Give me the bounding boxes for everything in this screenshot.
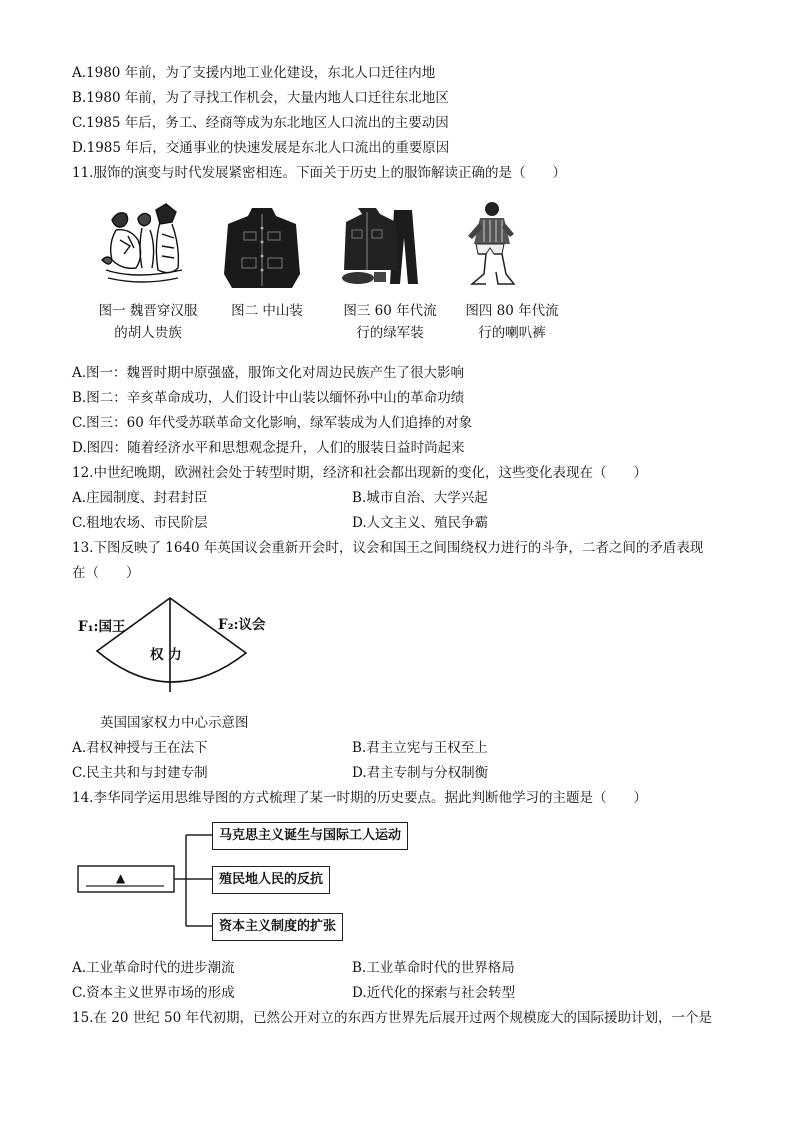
q11-option-d: D.图四：随着经济水平和思想观念提升，人们的服装日益时尚起来 xyxy=(72,440,465,456)
caption-figure-1 xyxy=(88,300,208,344)
q12-option-a: A.庄园制度、封君封臣 xyxy=(72,490,208,506)
q14-option-a: A.工业革命时代的进步潮流 xyxy=(72,960,235,976)
q10-option-d: D.1985 年后，交通事业的快速发展是东北人口流出的重要原因 xyxy=(72,140,450,156)
q11-option-c: C.图三：60 年代受苏联革命文化影响，绿军装成为人们追捧的对象 xyxy=(72,415,473,431)
mindmap-root-box xyxy=(78,866,174,892)
q11-option-b: B.图二：辛亥革命成功，人们设计中山装以缅怀孙中山的革命功绩 xyxy=(72,390,465,406)
q13-option-b: B.君主立宪与王权至上 xyxy=(352,740,488,756)
caption-figure-2 xyxy=(222,300,312,322)
diagram-label-king: F₁:国王 xyxy=(78,619,126,635)
q14-option-c: C.资本主义世界市场的形成 xyxy=(72,985,235,1001)
caption-figure-3-line2: 行的绿军装 xyxy=(356,325,424,341)
q10-option-c: C.1985 年后，务工、经商等成为东北地区人口流出的主要动因 xyxy=(72,115,449,131)
q11-option-a: A.图一：魏晋时期中原强盛，服饰文化对周边民族产生了很大影响 xyxy=(72,365,465,381)
mindmap-branch-2: 殖民地人民的反抗 xyxy=(212,866,330,894)
q12-option-d: D.人文主义、殖民争霸 xyxy=(352,515,489,531)
caption-figure-4-line1: 图四 80 年代流 xyxy=(465,303,559,319)
q10-option-b: B.1980 年前，为了寻找工作机会，大量内地人口迁往东北地区 xyxy=(72,90,449,106)
caption-figure-1-line1: 图一 魏晋穿汉服 xyxy=(98,303,198,319)
q11-stem: 11.服饰的演变与时代发展紧密相连。下面关于历史上的服饰解读正确的是（ ） xyxy=(72,165,566,181)
caption-figure-1-line2: 的胡人贵族 xyxy=(114,325,182,341)
q14-stem: 14.李华同学运用思维导图的方式梳理了某一时期的历史要点。据此判断他学习的主题是（ ） xyxy=(72,790,647,806)
mindmap-branch-1: 马克思主义诞生与国际工人运动 xyxy=(212,822,408,850)
q12-option-c: C.租地农场、市民阶层 xyxy=(72,515,208,531)
figure-bell-bottoms-image xyxy=(462,200,518,288)
q13-stem-line1: 13.下图反映了 1640 年英国议会重新开会时，议会和国王之间围绕权力进行的斗争，二者之间的矛盾表现 xyxy=(72,540,704,556)
caption-figure-4-line2: 行的喇叭裤 xyxy=(478,325,546,341)
caption-figure-3 xyxy=(338,300,442,344)
q12-option-b: B.城市自治、大学兴起 xyxy=(352,490,488,506)
q13-option-c: C.民主共和与封建专制 xyxy=(72,765,208,781)
q15-stem: 15.在 20 世纪 50 年代初期，已然公开对立的东西方世界先后展开过两个规模庞大的国际援助计划，一个是 xyxy=(72,1010,712,1026)
diagram-label-power: 权 力 xyxy=(150,647,182,663)
mindmap-root-triangle: ▲ xyxy=(116,871,126,885)
caption-figure-4 xyxy=(460,300,564,344)
caption-figure-3-line1: 图三 60 年代流 xyxy=(343,303,437,319)
diagram-caption: 英国国家权力中心示意图 xyxy=(100,715,249,731)
power-sector-outline xyxy=(97,598,246,682)
q13-option-a: A.君权神授与王在法下 xyxy=(72,740,208,756)
q10-option-a: A.1980 年前，为了支援内地工业化建设，东北人口迁往内地 xyxy=(72,65,436,81)
diagram-label-parliament: F₂:议会 xyxy=(218,617,266,633)
q14-option-b: B.工业革命时代的世界格局 xyxy=(352,960,515,976)
figure-zhongshan-suit-image xyxy=(222,204,302,288)
q14-option-d: D.近代化的探索与社会转型 xyxy=(352,985,516,1001)
figure-hu-nobles-image xyxy=(98,200,188,288)
mindmap-branch-3: 资本主义制度的扩张 xyxy=(212,913,343,941)
q13-stem-line2: 在（ ） xyxy=(72,565,140,581)
figure-green-uniform-image xyxy=(338,204,422,288)
caption-figure-2-line1: 图二 中山装 xyxy=(231,303,303,319)
q12-stem: 12.中世纪晚期，欧洲社会处于转型时期，经济和社会都出现新的变化，这些变化表现在（ ） xyxy=(72,465,647,481)
q13-option-d: D.君主专制与分权制衡 xyxy=(352,765,489,781)
